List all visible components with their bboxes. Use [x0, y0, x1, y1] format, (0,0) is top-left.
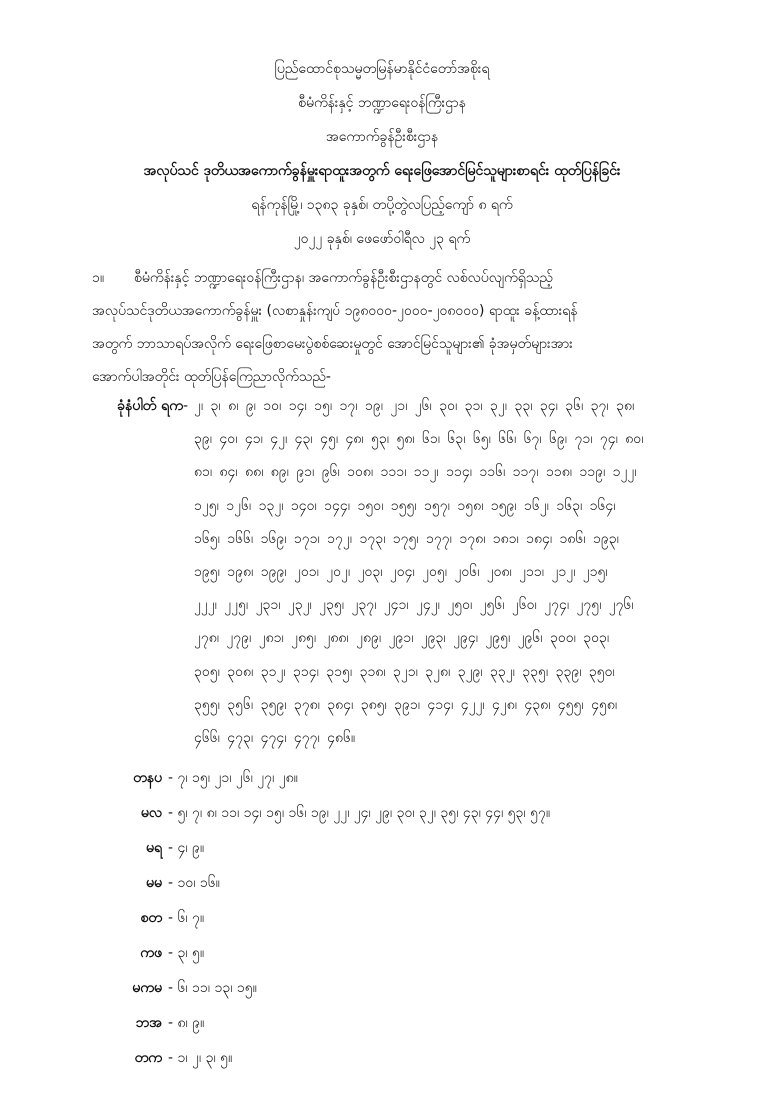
- subject-group-row: [80, 805, 550, 821]
- subject-code: မလ: [140, 805, 162, 821]
- seat-number-line: ၂၇၈၊ ၂၇၉၊ ၂၈၁၊ ၂၈၅၊ ၂၈၈၊ ၂၈၉၊ ၂၉၁၊ ၂၉၃၊ ၂၉၄၊ ၂၉၅၊ ၂၉၆၊ ၃၀၀၊ ၃၀၃၊: [194, 630, 610, 647]
- gregorian-date: ၂၀၂၂ ခုနှစ်၊ ဖေဖော်ဝါရီလ ၂၃ ရက်: [293, 231, 471, 247]
- intro-line-4-text: အောက်ပါအတိုင်း ထုတ်ပြန်ကြေညာလိုက်သည်-: [92, 369, 331, 385]
- subject-seat-numbers: ၇၊ ၁၅၊ ၂၁၊ ၂၆၊ ၂၇၊ ၂၈။: [177, 770, 298, 786]
- intro-line-3-text: အတွက် ဘာသာရပ်အလိုက် ရေးဖြေစာမေးပွဲစစ်ဆေးမှုတွင် အောင်မြင်သူများ၏ ခုံအမှတ်များအား: [92, 336, 573, 352]
- subject-group-row: [80, 1015, 204, 1031]
- subject-code: တက: [134, 1050, 162, 1066]
- subject-group-row: [80, 840, 204, 856]
- subject-dash: -: [168, 910, 178, 926]
- subject-dash: -: [168, 875, 178, 891]
- government-header: ပြည်ထောင်စုသမ္မတမြန်မာနိုင်ငံတော်အစိုးရ: [274, 61, 490, 77]
- subject-group-row: [80, 770, 298, 786]
- intro-line-3: [92, 328, 702, 361]
- subject-seat-numbers: ၅၊ ၇၊ ၈၊ ၁၁၊ ၁၄၊ ၁၅၊ ၁၆၊ ၁၉၊ ၂၂၊ ၂၄၊ ၂၉၊ ၃၀၊ ၃၂၊ ၃၅၊ ၄၃၊ ၄၄၊ ၅၃၊ ၅၇။: [177, 805, 551, 821]
- intro-line-2: [0, 295, 702, 328]
- subject-dash: -: [168, 840, 178, 856]
- subject-group-row: [80, 910, 204, 926]
- subject-seat-numbers: ၆၊ ၇။: [177, 910, 205, 926]
- main-seat-label: [80, 390, 188, 423]
- subject-seat-numbers: ၁၊ ၂၊ ၃၊ ၅။: [177, 1050, 233, 1066]
- myanmar-date: ရန်ကုန်မြို့၊ ၁၃၈၃ ခုနှစ်၊ တပို့တွဲလပြည့်ကျော် ၈ ရက်: [251, 197, 513, 213]
- subject-dash: -: [168, 945, 178, 961]
- seat-number-line: ၁၆၅၊ ၁၆၆၊ ၁၆၉၊ ၁၇၁၊ ၁၇၂၊ ၁၇၃၊ ၁၇၅၊ ၁၇၇၊ ၁၇၈၊ ၁၈၁၊ ၁၈၄၊ ၁၈၆၊ ၁၉၃၊: [194, 530, 619, 547]
- subject-group-row: [80, 980, 257, 996]
- intro-line-1: [92, 262, 702, 295]
- subject-code: ဘအ: [135, 1015, 162, 1031]
- subject-code: မရ: [145, 840, 162, 856]
- subject-seat-numbers: ၄၊ ၉။: [177, 840, 205, 856]
- subject-group-row: [80, 1050, 232, 1066]
- subject-seat-numbers: ၁၀၊ ၁၆။: [177, 875, 220, 891]
- seat-number-line: ၃၅၅၊ ၃၅၆၊ ၃၅၉၊ ၃၇၈၊ ၃၈၄၊ ၃၈၅၊ ၃၉၁၊ ၄၁၄၊ ၄၂၂၊ ၄၂၈၊ ၄၃၈၊ ၄၅၅၊ ၄၅၈၊: [194, 696, 618, 713]
- intro-paragraph: [92, 262, 702, 394]
- seat-number-line: ၁၂၅၊ ၁၂၆၊ ၁၃၂၊ ၁၄၀၊ ၁၄၄၊ ၁၅၀၊ ၁၅၅၊ ၁၅၇၊ ၁၅၈၊ ၁၅၉၊ ၁၆၂၊ ၁၆၃၊ ၁၆၄၊: [194, 497, 616, 514]
- subject-dash: -: [168, 1015, 178, 1031]
- seat-number-line: ၂၂၂၊ ၂၂၅၊ ၂၃၁၊ ၂၃၂၊ ၂၃၅၊ ၂၃၇၊ ၂၄၁၊ ၂၄၂၊ ၂၅၀၊ ၂၅၆၊ ၂၆၀၊ ၂၇၄၊ ၂၇၅၊ ၂၇၆၊: [194, 597, 634, 614]
- seat-number-line: ၃၀၅၊ ၃၀၈၊ ၃၁၂၊ ၃၁၄၊ ၃၁၅၊ ၃၁၈၊ ၃၂၁၊ ၃၂၈၊ ၃၂၉၊ ၃၃၂၊ ၃၃၅၊ ၃၃၉၊ ၃၅၀၊: [194, 663, 615, 680]
- subject-code: ကဖ: [140, 945, 162, 961]
- subject-code: မမ: [146, 875, 162, 891]
- intro-line-1-text: စီမံကိန်းနှင့် ဘဏ္ဍာရေးဝန်ကြီးဌာန၊ အကောက်ခွန်ဦးစီးဌာနတွင် လစ်လပ်လျက်ရှိသည့်: [134, 270, 553, 286]
- paragraph-number: ၁။: [92, 270, 105, 286]
- subject-dash: -: [168, 770, 178, 786]
- subject-dash: -: [168, 980, 178, 996]
- document-title: အလုပ်သင် ဒုတိယအကောက်ခွန်မှူးရာထူးအတွက် ရေးဖြေအောင်မြင်သူများစာရင်း ထုတ်ပြန်ခြင်း: [143, 163, 621, 179]
- seat-number-line: ၃၉၊ ၄၀၊ ၄၁၊ ၄၂၊ ၄၃၊ ၄၅၊ ၄၈၊ ၅၃၊ ၅၈၊ ၆၁၊ ၆၃၊ ၆၅၊ ၆၆၊ ၆၇၊ ၆၉၊ ၇၁၊ ၇၄၊ ၈၀၊: [194, 431, 644, 448]
- subject-seat-numbers: ၆၊ ၁၁၊ ၁၃၊ ၁၅။: [177, 980, 257, 996]
- main-dash: -: [182, 398, 188, 414]
- seat-number-line: ၄၆၆၊ ၄၇၃၊ ၄၇၄၊ ၄၇၇၊ ၄၈၆။: [194, 730, 356, 747]
- seat-number-line: ၁၉၅၊ ၁၉၈၊ ၁၉၉၊ ၂၀၁၊ ၂၀၂၊ ၂၀၃၊ ၂၀၄၊ ၂၀၅၊ ၂၀၆၊ ၂၀၈၊ ၂၁၁၊ ၂၁၂၊ ၂၁၅၊: [194, 564, 608, 581]
- subject-code: တနပ: [133, 770, 162, 786]
- subject-dash: -: [168, 805, 178, 821]
- intro-line-2-text: အလုပ်သင်ဒုတိယအကောက်ခွန်မှူး (လစာနှုန်းကျပ် ၁၉၈၀၀၀-၂၀၀၀-၂၀၈၀၀၀) ရာထူး ခန့်ထားရန်: [92, 303, 578, 319]
- subject-dash: -: [168, 1050, 178, 1066]
- ministry-header: စီမံကိန်းနှင့် ဘဏ္ဍာရေးဝန်ကြီးဌာန: [298, 95, 466, 111]
- subject-group-row: [80, 945, 204, 961]
- main-seat-list: [194, 390, 714, 755]
- subject-code: စတ: [140, 910, 162, 926]
- seat-number-line: ၈၁၊ ၈၄၊ ၈၈၊ ၈၉၊ ၉၁၊ ၉၆၊ ၁၀၈၊ ၁၁၁၊ ၁၁၂၊ ၁၁၄၊ ၁၁၆၊ ၁၁၇၊ ၁၁၈၊ ၁၁၉၊ ၁၂၂၊: [194, 464, 637, 481]
- main-seat-label-text: ခုံနံပါတ် ရက: [117, 398, 183, 414]
- subject-group-row: [80, 875, 220, 891]
- department-header: အကောက်ခွန်ဦးစီးဌာန: [325, 129, 439, 145]
- subject-code: မကမ: [132, 980, 162, 996]
- seat-number-line: ၂၊ ၃၊ ၈၊ ၉၊ ၁၀၊ ၁၄၊ ၁၅၊ ၁၇၊ ၁၉၊ ၂၁၊ ၂၆၊ ၃၀၊ ၃၁၊ ၃၂၊ ၃၃၊ ၃၄၊ ၃၆၊ ၃၇၊ ၃၈၊: [194, 398, 635, 414]
- subject-seat-numbers: ၈၊ ၉။: [177, 1015, 205, 1031]
- subject-seat-numbers: ၃၊ ၅။: [177, 945, 205, 961]
